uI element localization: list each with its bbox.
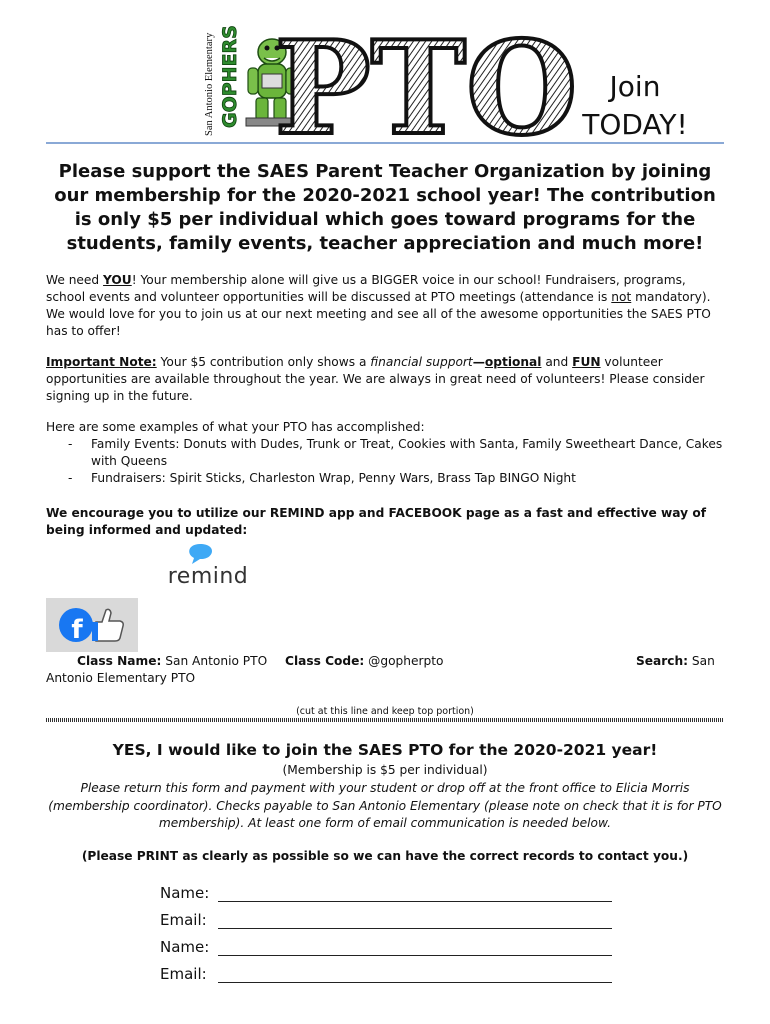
membership-fee: (Membership is $5 per individual): [282, 763, 488, 777]
gophers-logo-text: [214, 25, 242, 130]
header-divider: [46, 142, 724, 144]
cut-line: [46, 718, 724, 722]
list-item: - Family Events: Donuts with Dudes, Trunk or Treat, Cookies with Santa, Family Sweetheart Dance, Cakes with Queens: [68, 437, 723, 468]
examples-list: [46, 419, 724, 487]
important-note: Important Note: Your $5 contribution only shows a financial support—optional and FUN volunteer opportunities are available throughout the year. We are always in great need of volunteers! Please consider signing up in the future.: [46, 355, 705, 403]
cut-instruction: (cut at this line and keep top portion): [296, 706, 474, 717]
return-instructions: Please return this form and payment with your student or drop off at the front office to Elicia Morris (membership coordinator). Checks payable to San Antonio Elementary (please note on check that it is for PTO membership). At least one form of email communication is needed below.: [48, 781, 722, 830]
print-note: (Please PRINT as clearly as possible so we can have the correct records to contact you.): [81, 849, 689, 863]
svg-text:GOPHERS: GOPHERS: [219, 25, 241, 128]
remind-bubble-icon: [189, 544, 212, 564]
intro-paragraph: We need YOU! Your membership alone will give us a BIGGER voice in our school! Fundraisers, programs, school events and volunteer opportunities will be discussed at PTO meetings (attendance is not mandatory). We would love for you to join us at our next meeting and see all of the awesome opportunities the SAES PTO has to offer!: [46, 273, 711, 338]
facebook-icon: [46, 598, 138, 652]
email-field[interactable]: Email:: [160, 965, 620, 987]
name-field[interactable]: Name:: [160, 884, 620, 906]
remind-logo[interactable]: [160, 540, 270, 590]
examples-intro: Here are some examples of what your PTO has accomplished:: [46, 420, 425, 434]
pto-logo: [274, 14, 578, 164]
email-field[interactable]: Email:: [160, 911, 620, 933]
join-today-text: Join TODAY!: [582, 70, 688, 141]
svg-text:PTO: PTO: [274, 14, 578, 164]
facebook-like-image[interactable]: [46, 598, 138, 652]
encourage-text: We encourage you to utilize our REMIND app and FACEBOOK page as a fast and effective way of being informed and updated:: [46, 506, 707, 537]
list-item: - Fundraisers: Spirit Sticks, Charleston Wrap, Penny Wars, Brass Tap BINGO Night: [68, 471, 576, 485]
svg-text:f: f: [71, 615, 83, 645]
name-field[interactable]: Name:: [160, 938, 620, 960]
form-title: YES, I would like to join the SAES PTO for the 2020-2021 year!: [112, 741, 658, 759]
headline: Please support the SAES Parent Teacher Organization by joining our membership for the 2020-2021 school year! The contribution is only $5 per individual which goes toward programs for the students, family events, teacher appreciation and much more!: [54, 161, 716, 254]
svg-text:San Antonio Elementary: San Antonio Elementary: [204, 32, 215, 136]
remind-class-info: Class Name: San Antonio PTO Class Code: @gopherpto Search: San Antonio Elementary PTO: [46, 654, 715, 685]
svg-text:remind: remind: [167, 564, 249, 589]
